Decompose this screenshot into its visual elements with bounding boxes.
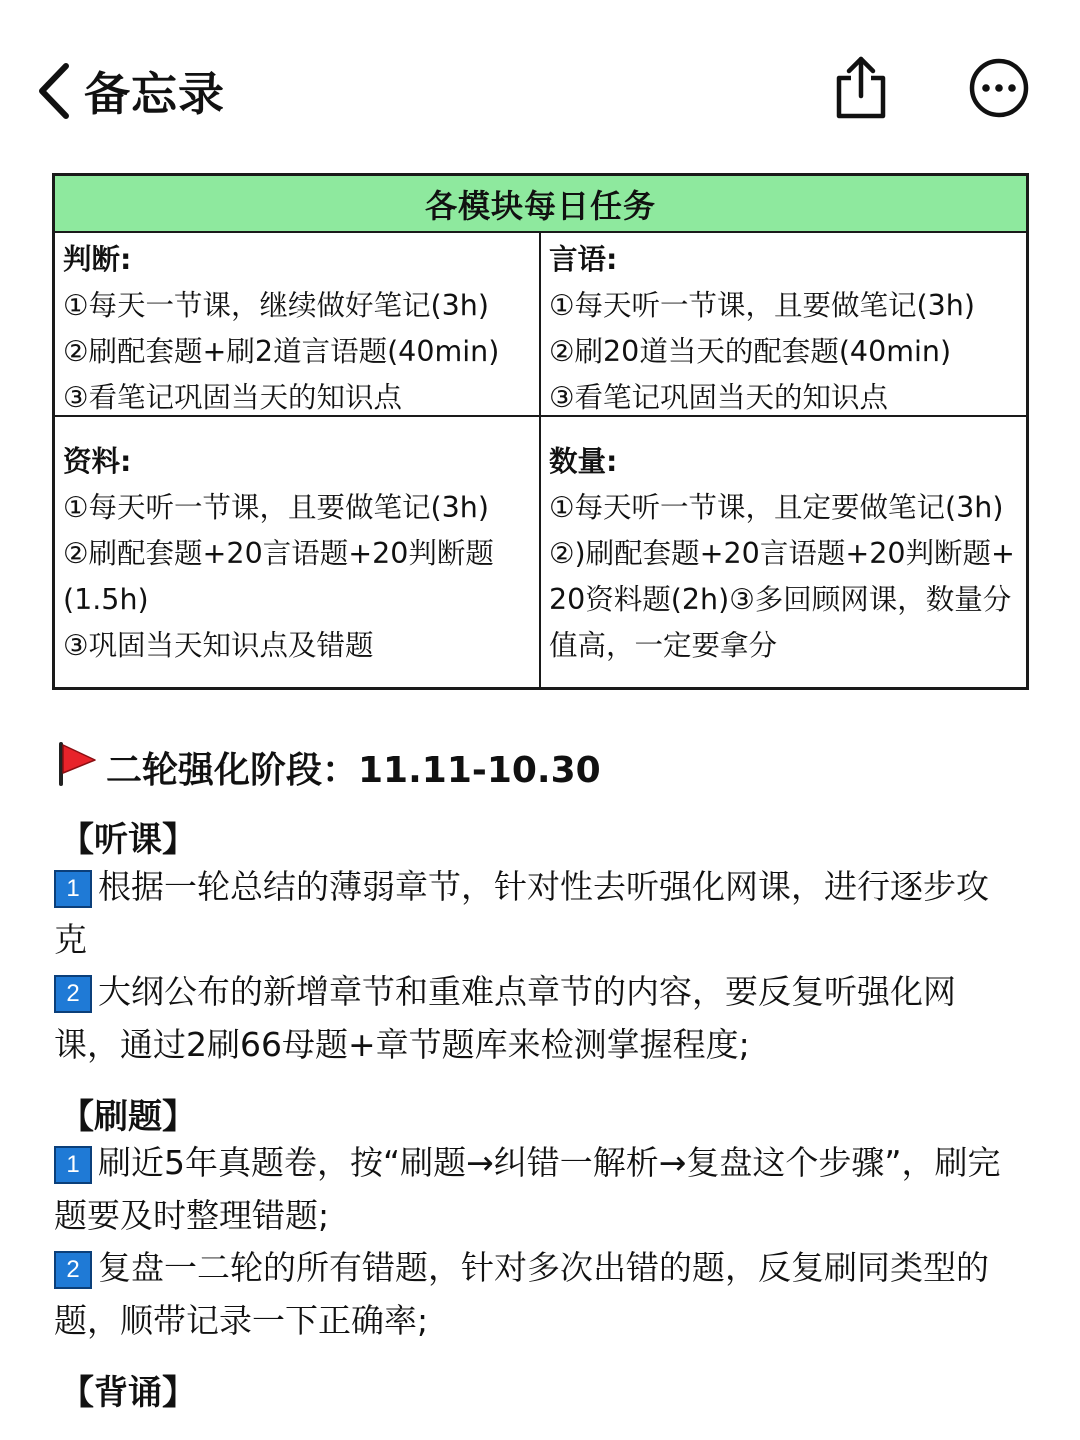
- section-title-recitation: 【背诵】: [60, 1373, 196, 1413]
- back-button[interactable]: [34, 58, 225, 124]
- stage-heading-text: 二轮强化阶段：11.11-10.30: [106, 750, 601, 791]
- cell-line: ③看笔记巩固当天的知识点: [63, 381, 403, 414]
- section-title-listening: 【听课】: [60, 820, 196, 860]
- table-cell-verbal: [541, 233, 1026, 417]
- table-cell-quantitative: [541, 417, 1026, 689]
- cell-title: 判断:: [63, 243, 132, 276]
- item-text: 复盘一二轮的所有错题，针对多次出错的题，反复刷同类型的题，顺带记录一下正确率;: [54, 1248, 989, 1340]
- table-cell-judgment: [55, 233, 541, 417]
- cell-line: ②刷配套题+刷2道言语题(40min): [63, 335, 500, 368]
- daily-task-table: [52, 173, 1029, 690]
- stage-heading: [56, 740, 601, 795]
- number-badge: 2: [54, 975, 92, 1013]
- list-item: [54, 1137, 1014, 1242]
- more-icon: [968, 104, 1030, 123]
- cell-line: ③巩固当天知识点及错题: [63, 629, 374, 662]
- more-options-button[interactable]: [968, 57, 1030, 123]
- item-text: 刷近5年真题卷，按“刷题→纠错一解析→复盘这个步骤”，刷完题要及时整理错题;: [54, 1143, 1001, 1235]
- cell-text: ①每天听一节课，且定要做笔记(3h)②)刷配套题+20言语题+20判断题+20资料题(2h)③多回顾网课，数量分值高，一定要拿分: [549, 491, 1015, 662]
- list-item: [54, 1242, 1014, 1347]
- item-text: 根据一轮总结的薄弱章节，针对性去听强化网课，进行逐步攻克: [54, 867, 989, 959]
- number-badge: 1: [54, 870, 92, 908]
- number-badge: 1: [54, 1146, 92, 1184]
- table-cell-data-analysis: [55, 417, 541, 689]
- cell-line: ③看笔记巩固当天的知识点: [549, 381, 889, 414]
- cell-title: 数量:: [549, 445, 618, 478]
- list-item: [54, 861, 1014, 966]
- red-flag-icon: [56, 740, 106, 795]
- section-title-practice: 【刷题】: [60, 1097, 196, 1137]
- table-grid: [55, 233, 1026, 689]
- list-item: [54, 966, 1014, 1071]
- cell-title: 言语:: [549, 243, 618, 276]
- cell-line: ①每天一节课，继续做好笔记(3h): [63, 289, 489, 322]
- table-heading: 各模块每日任务: [55, 176, 1026, 233]
- share-button[interactable]: [832, 56, 890, 124]
- cell-line: ①每天听一节课，且要做笔记(3h): [549, 289, 975, 322]
- navigation-bar: [0, 0, 1080, 170]
- nav-title: 备忘录: [84, 67, 225, 121]
- cell-line: ②刷20道当天的配套题(40min): [549, 335, 952, 368]
- share-icon: [832, 105, 890, 124]
- item-text: 大纲公布的新增章节和重难点章节的内容，要反复听强化网课，通过2刷66母题+章节题库来检测掌握程度;: [54, 972, 956, 1064]
- number-badge: 2: [54, 1251, 92, 1289]
- cell-line: ②刷配套题+20言语题+20判断题: [63, 537, 494, 570]
- cell-line: ①每天听一节课，且要做笔记(3h): [63, 491, 489, 524]
- cell-title: 资料:: [63, 445, 132, 478]
- chevron-left-icon: [34, 60, 74, 122]
- cell-line: (1.5h): [63, 583, 149, 616]
